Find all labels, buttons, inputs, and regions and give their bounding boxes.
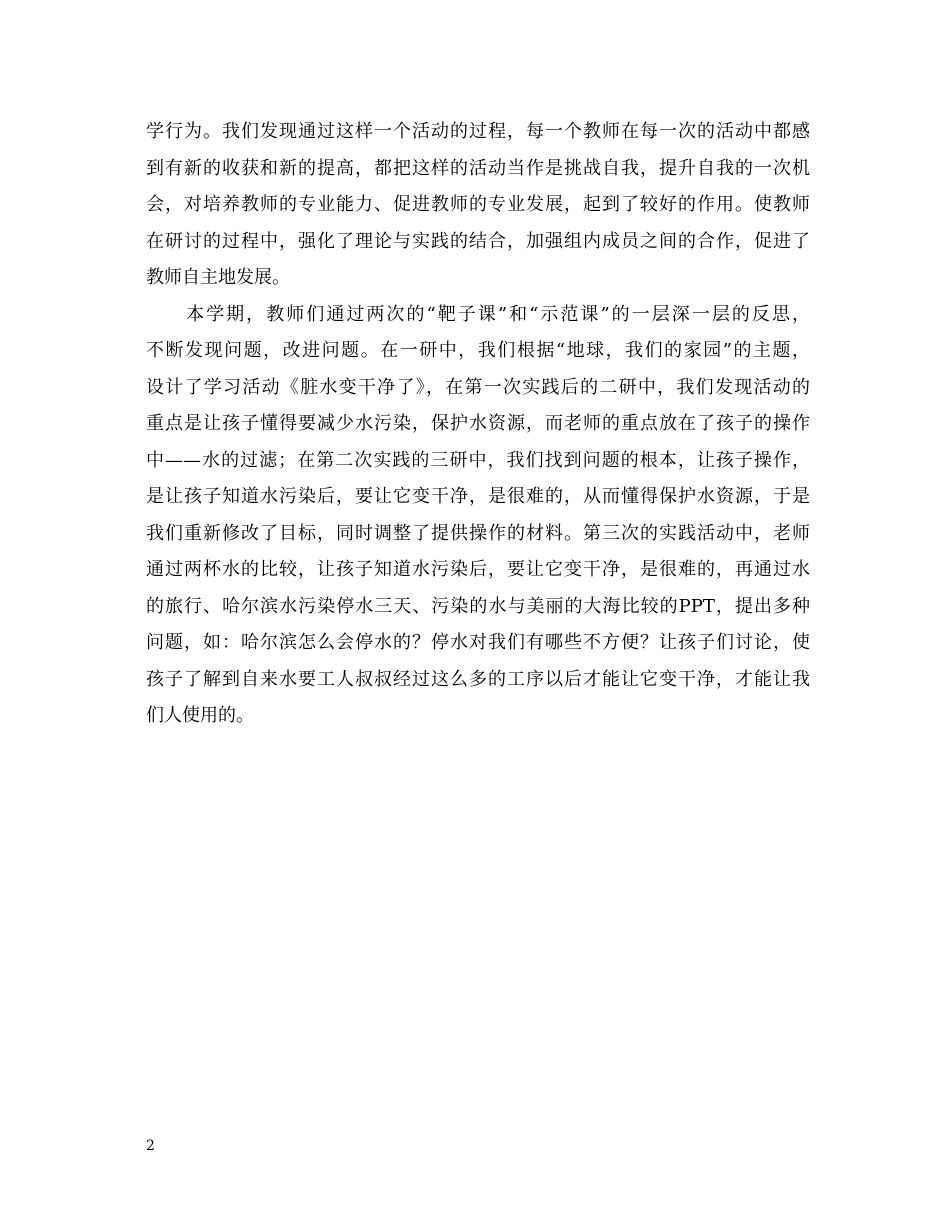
text-line: 通过两杯水的比较，让孩子知道水污染后，要让它变干净，是很难的，再通过水 bbox=[146, 559, 810, 580]
document-body bbox=[146, 114, 810, 735]
text-line: 本学期，教师们通过两次的“靶子课”和“示范课”的一层深一层的反思， bbox=[146, 303, 810, 325]
text-line: 是让孩子知道水污染后，要让它变干净，是很难的，从而懂得保护水资源，于是 bbox=[146, 486, 810, 507]
text-line: 的旅行、哈尔滨水污染停水三天、污染的水与美丽的大海比较的PPT，提出多种 bbox=[146, 595, 810, 617]
text-line: 问题，如：哈尔滨怎么会停水的？停水对我们有哪些不方便？让孩子们讨论，使 bbox=[146, 632, 810, 653]
text-line: 们人使用的。 bbox=[146, 705, 254, 726]
text-line: 会，对培养教师的专业能力、促进教师的专业发展，起到了较好的作用。使教师 bbox=[146, 194, 810, 215]
text-line: 中——水的过滤；在第二次实践的三研中，我们找到问题的根本，让孩子操作， bbox=[146, 449, 810, 471]
text-line: 学行为。我们发现通过这样一个活动的过程，每一个教师在每一次的活动中都感 bbox=[146, 121, 810, 142]
text-line: 我们重新修改了目标，同时调整了提供操作的材料。第三次的实践活动中，老师 bbox=[146, 522, 810, 544]
text-line: 不断发现问题，改进问题。在一研中，我们根据“地球，我们的家园”的主题， bbox=[146, 340, 810, 361]
text-line: 在研讨的过程中，强化了理论与实践的结合，加强组内成员之间的合作，促进了 bbox=[146, 230, 810, 252]
paragraph-1 bbox=[146, 114, 810, 297]
text-line: 到有新的收获和新的提高，都把这样的活动当作是挑战自我，提升自我的一次机 bbox=[146, 157, 810, 179]
page-number: 2 bbox=[146, 1138, 155, 1154]
text-line: 孩子了解到自来水要工人叔叔经过这么多的工序以后才能让它变干净，才能让我 bbox=[146, 668, 810, 690]
text-line: 重点是让孩子懂得要减少水污染，保护水资源，而老师的重点放在了孩子的操作 bbox=[146, 413, 810, 434]
text-line: 教师自主地发展。 bbox=[146, 267, 290, 288]
text-line: 设计了学习活动《脏水变干净了》，在第一次实践后的二研中，我们发现活动的 bbox=[146, 376, 810, 398]
paragraph-2 bbox=[146, 297, 810, 735]
